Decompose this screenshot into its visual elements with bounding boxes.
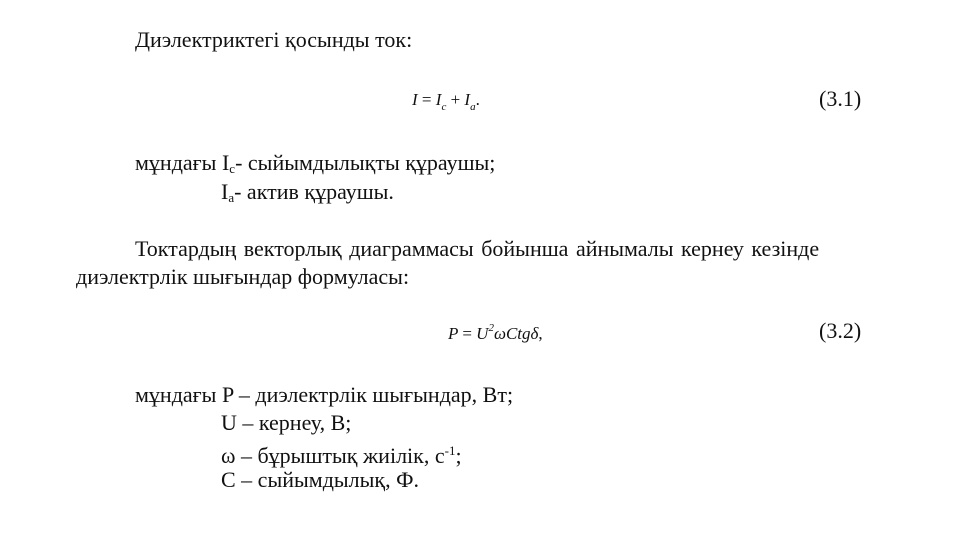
eq2-lhs: P <box>448 324 459 343</box>
equation-number-3-1: (3.1) <box>819 86 862 111</box>
where1-line2-sub: a <box>228 190 235 205</box>
equation-3-1 <box>412 90 480 113</box>
eq1-term1: I <box>435 90 442 109</box>
eq2-end: , <box>538 324 543 343</box>
where1-line2-prefix: I <box>221 179 229 204</box>
equation-number-3-2: (3.2) <box>819 318 862 343</box>
eq2-equals: = <box>462 324 472 343</box>
where1-line1-prefix: мұндағы I <box>135 150 230 175</box>
where1-line1-sub: c <box>229 161 236 176</box>
where2-line2: U – кернеу, В; <box>221 410 352 435</box>
paragraph-line1: Токтардың векторлық диаграммасы бойынша айнымалы кернеу кезінде <box>135 236 820 261</box>
where2-line3-sup: -1 <box>444 443 456 458</box>
eq2-U: U <box>476 324 489 343</box>
eq1-term2-sub: a <box>470 101 476 113</box>
where1-line1 <box>135 150 495 182</box>
eq1-term2: I <box>464 90 471 109</box>
eq2-U-sup: 2 <box>488 322 494 334</box>
eq2-rest: ωCtgδ <box>493 324 539 343</box>
eq1-equals: = <box>421 90 432 109</box>
eq1-plus: + <box>450 90 461 109</box>
where2-line3-prefix: ω – бұрыштық жиілік, с <box>221 443 445 468</box>
where1-line1-rest: - сыйымдылықты құраушы; <box>235 150 496 175</box>
equation-3-2 <box>448 322 543 344</box>
eq1-end: . <box>475 90 480 109</box>
where2-line3 <box>221 438 462 469</box>
where2-line4: C – сыйымдылық, Ф. <box>221 467 419 492</box>
where1-line2 <box>221 179 394 211</box>
where2-line1: мұндағы P – диэлектрлік шығындар, Вт; <box>135 382 514 407</box>
paragraph-line2: диэлектрлік шығындар формуласы: <box>76 264 410 289</box>
eq1-term1-sub: c <box>441 101 447 113</box>
heading: Диэлектриктегі қосынды ток: <box>135 27 413 52</box>
eq1-lhs: I <box>412 90 418 109</box>
where1-line2-rest: - актив құраушы. <box>234 179 394 204</box>
where2-line3-end: ; <box>455 443 462 468</box>
